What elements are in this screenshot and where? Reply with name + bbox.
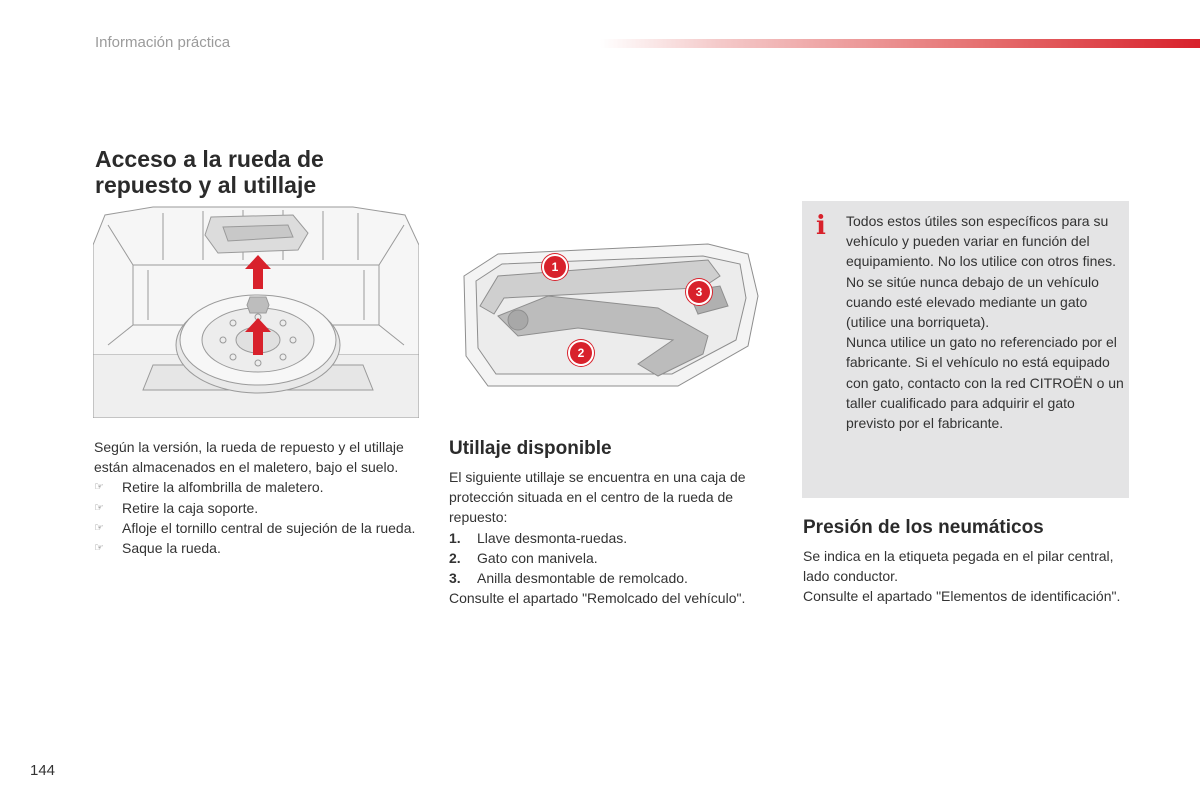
title-line-2: repuesto y al utillaje — [95, 172, 317, 198]
callout-badge-3: 3 — [686, 279, 712, 305]
header-accent-bar — [600, 39, 1200, 48]
pressure-section — [803, 516, 1133, 607]
title-line-1: Acceso a la rueda de — [95, 146, 324, 172]
callout-badge-1: 1 — [542, 254, 568, 280]
info-text — [846, 211, 1124, 433]
section-label: Información práctica — [95, 34, 231, 51]
page-title — [95, 146, 435, 198]
tool-number: 3. — [449, 570, 461, 587]
pointing-hand-icon: ☞ — [94, 481, 104, 494]
tool-text: Anilla desmontable de remolcado. — [477, 570, 688, 587]
tools-heading: Utillaje disponible — [449, 438, 612, 459]
pointing-hand-icon: ☞ — [94, 542, 104, 555]
intro-paragraph: Según la versión, la rueda de repuesto y el utillaje están almacenados en el maletero, bajo el suelo. — [94, 439, 404, 476]
step-text: Retire la alfombrilla de maletero. — [122, 479, 324, 496]
pressure-line-1: Se indica en la etiqueta pegada en el pilar central, lado conductor. — [803, 548, 1114, 585]
step-text: Saque la rueda. — [122, 540, 221, 557]
step-item — [94, 477, 424, 497]
left-column-text — [94, 437, 424, 558]
step-item — [94, 498, 424, 518]
pointing-hand-icon: ☞ — [94, 521, 104, 534]
step-item — [94, 538, 424, 558]
tool-text: Llave desmonta-ruedas. — [477, 529, 628, 546]
tools-body — [449, 467, 779, 608]
info-paragraph-1: Todos estos útiles son específicos para su vehículo y pueden variar en función del equipamiento. No los utilice con otros fines. — [846, 213, 1117, 270]
pointing-hand-icon: ☞ — [94, 501, 104, 514]
tools-intro: El siguiente utillaje se encuentra en una caja de protección situada en el centro de la rueda de repuesto: — [449, 469, 746, 526]
tool-text: Gato con manivela. — [477, 549, 598, 566]
step-text: Afloje el tornillo central de sujeción de la rueda. — [122, 519, 416, 536]
info-paragraph-2: No se sitúe nunca debajo de un vehículo cuando esté elevado mediante un gato (utilice una borriqueta). — [846, 273, 1099, 331]
trunk-illustration-svg — [93, 205, 419, 418]
pressure-line-2: Consulte el apartado "Elementos de identificación". — [803, 588, 1121, 605]
tools-note: Consulte el apartado "Remolcado del vehículo". — [449, 590, 746, 607]
step-item — [94, 518, 424, 538]
tools-illustration-svg — [458, 236, 764, 396]
pressure-body — [803, 546, 1133, 607]
tools-illustration — [458, 236, 764, 396]
tool-item — [449, 568, 779, 588]
tool-number: 2. — [449, 549, 461, 566]
tool-item — [449, 528, 779, 548]
step-text: Retire la caja soporte. — [122, 499, 259, 516]
tool-item — [449, 548, 779, 568]
callout-badge-2: 2 — [568, 340, 594, 366]
pressure-heading: Presión de los neumáticos — [803, 517, 1044, 538]
tool-number: 1. — [449, 529, 461, 546]
tools-section — [449, 437, 779, 608]
info-box — [802, 201, 1129, 498]
trunk-spare-wheel-illustration — [93, 205, 419, 418]
info-icon: i — [816, 211, 826, 241]
page-number: 144 — [30, 762, 56, 779]
info-paragraph-3: Nunca utilice un gato no referenciado por el fabricante. Si el vehículo no está equipado con gato, contacto con la red CITROËN o un taller cualificado para adquirir el gato previsto por el fabricante. — [846, 334, 1124, 432]
